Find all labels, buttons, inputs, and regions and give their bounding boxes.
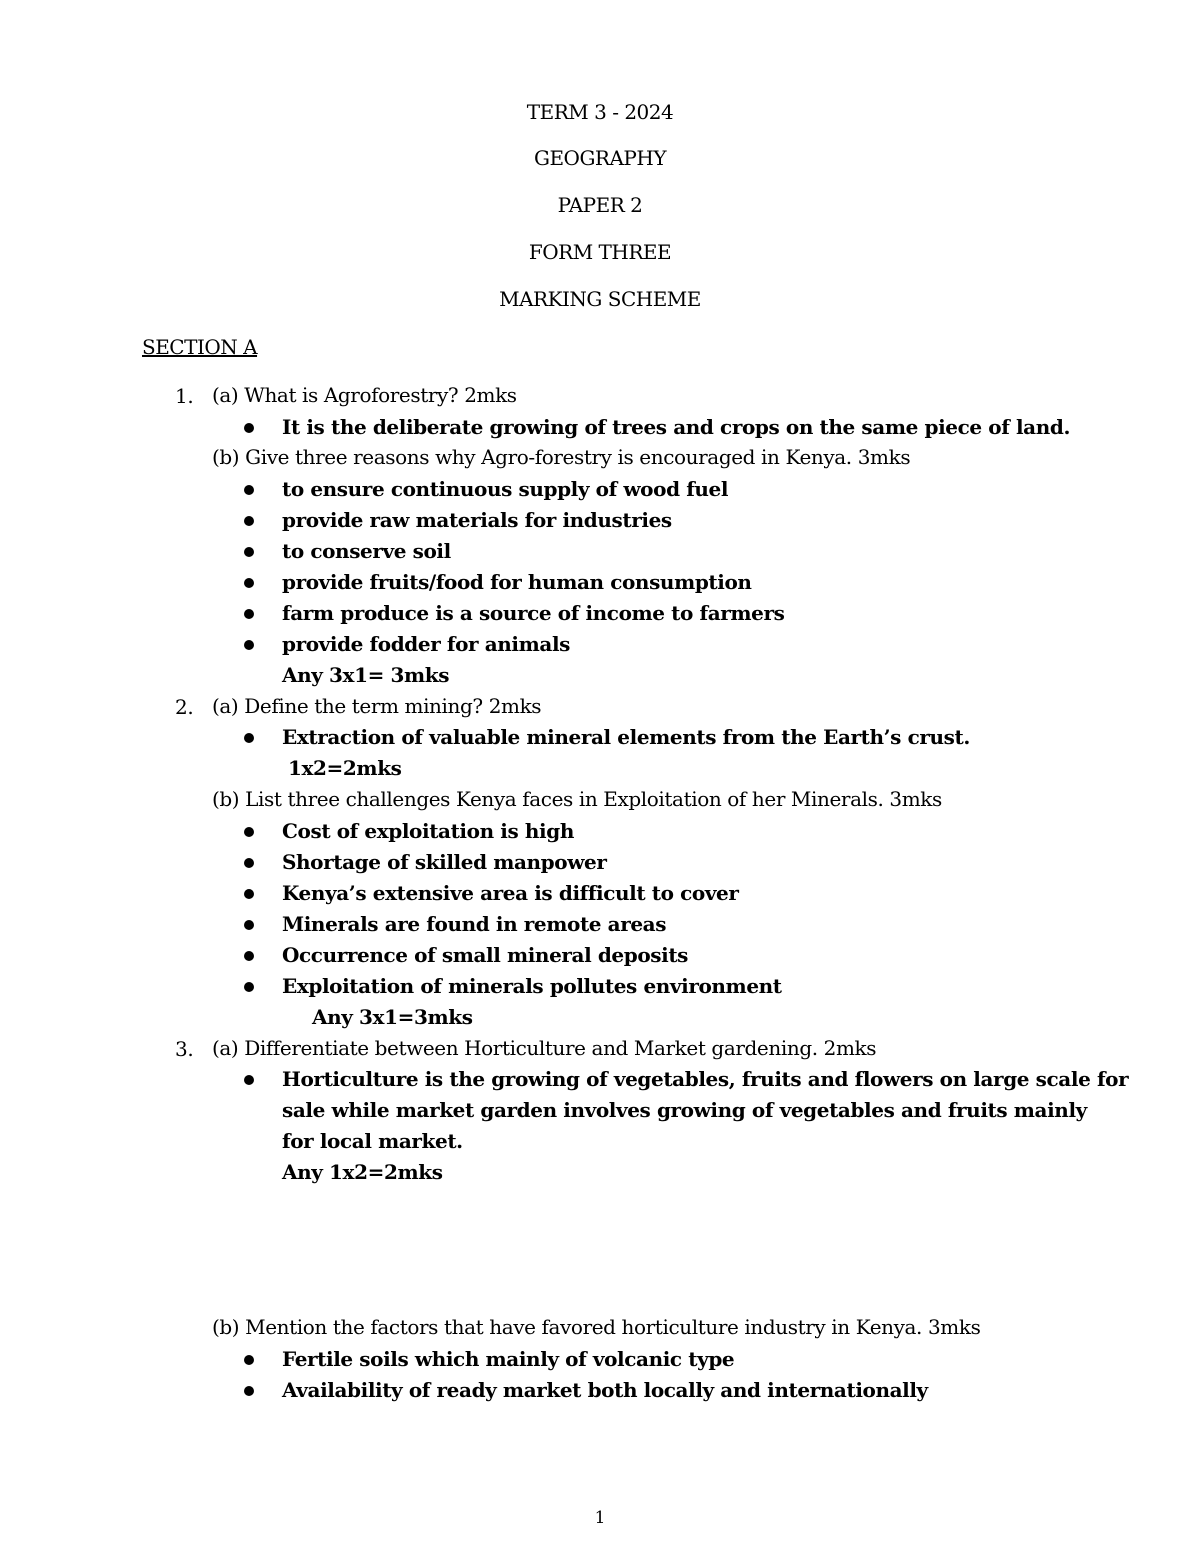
page-number: 1 xyxy=(594,1508,606,1528)
q1-b-prompt: (b) Give three reasons why Agro-forestry is encouraged in Kenya. 3mks xyxy=(212,445,911,469)
q2-a-answer: Extraction of valuable mineral elements from the Earth’s crust. xyxy=(282,725,970,749)
term-heading: TERM 3 - 2024 xyxy=(526,100,674,124)
bullet-icon xyxy=(244,516,254,526)
q2-b-prompt: (b) List three challenges Kenya faces in Exploitation of her Minerals. 3mks xyxy=(212,787,942,811)
q1-b-answer: farm produce is a source of income to farmers xyxy=(282,601,785,625)
q2-b-answer: Minerals are found in remote areas xyxy=(282,912,667,936)
bullet-icon xyxy=(244,858,254,868)
q1-b-answer: provide fruits/food for human consumption xyxy=(282,570,752,594)
q3-a-marks: Any 1x2=2mks xyxy=(282,1160,443,1184)
bullet-icon xyxy=(244,423,254,433)
q1-b-answer: to conserve soil xyxy=(282,539,451,563)
q3-b-answer: Availability of ready market both locally and internationally xyxy=(282,1378,928,1402)
bullet-icon xyxy=(244,889,254,899)
bullet-icon xyxy=(244,733,254,743)
q2-a-prompt: (a) Define the term mining? 2mks xyxy=(212,694,542,718)
bullet-icon xyxy=(244,1075,254,1085)
paper-heading: PAPER 2 xyxy=(557,193,643,217)
q1-b-marks: Any 3x1= 3mks xyxy=(282,663,450,687)
q2-b-answer: Occurrence of small mineral deposits xyxy=(282,943,689,967)
bullet-icon xyxy=(244,547,254,557)
q2-b-answer: Exploitation of minerals pollutes environment xyxy=(282,974,782,998)
q2-a-marks: 1x2=2mks xyxy=(288,756,402,780)
q3-a-prompt: (a) Differentiate between Horticulture and Market gardening. 2mks xyxy=(212,1036,877,1060)
q3-a-answer-line: Horticulture is the growing of vegetables, fruits and flowers on large scale for xyxy=(282,1067,1129,1091)
q3-b-prompt: (b) Mention the factors that have favored horticulture industry in Kenya. 3mks xyxy=(212,1315,981,1339)
q1-a-prompt: (a) What is Agroforestry? 2mks xyxy=(212,383,517,407)
q3-a-answer-line: sale while market garden involves growing of vegetables and fruits mainly xyxy=(282,1098,1087,1122)
bullet-icon xyxy=(244,827,254,837)
bullet-icon xyxy=(244,951,254,961)
q3-b-answer: Fertile soils which mainly of volcanic type xyxy=(282,1347,735,1371)
q2-b-answer: Shortage of skilled manpower xyxy=(282,850,607,874)
bullet-icon xyxy=(244,485,254,495)
bullet-icon xyxy=(244,640,254,650)
bullet-icon xyxy=(244,982,254,992)
q1-b-answer: provide raw materials for industries xyxy=(282,508,672,532)
bullet-icon xyxy=(244,1355,254,1365)
doc-type-heading: MARKING SCHEME xyxy=(499,287,701,311)
subject-heading: GEOGRAPHY xyxy=(533,146,667,170)
q3-a-answer-line: for local market. xyxy=(282,1129,463,1153)
form-heading: FORM THREE xyxy=(528,240,672,264)
q1-b-answer: to ensure continuous supply of wood fuel xyxy=(282,477,729,501)
section-title: SECTION A xyxy=(142,335,258,359)
bullet-icon xyxy=(244,578,254,588)
q2-b-answer: Kenya’s extensive area is difficult to cover xyxy=(282,881,739,905)
q1-b-answer: provide fodder for animals xyxy=(282,632,571,656)
bullet-icon xyxy=(244,1386,254,1396)
q1-a-answer: It is the deliberate growing of trees and crops on the same piece of land. xyxy=(282,415,1071,439)
q2-b-answer: Cost of exploitation is high xyxy=(282,819,574,843)
bullet-icon xyxy=(244,920,254,930)
question-number-1: 1. xyxy=(175,384,194,408)
question-number-2: 2. xyxy=(175,695,194,719)
bullet-icon xyxy=(244,609,254,619)
q2-b-marks: Any 3x1=3mks xyxy=(312,1005,473,1029)
question-number-3: 3. xyxy=(175,1037,194,1061)
